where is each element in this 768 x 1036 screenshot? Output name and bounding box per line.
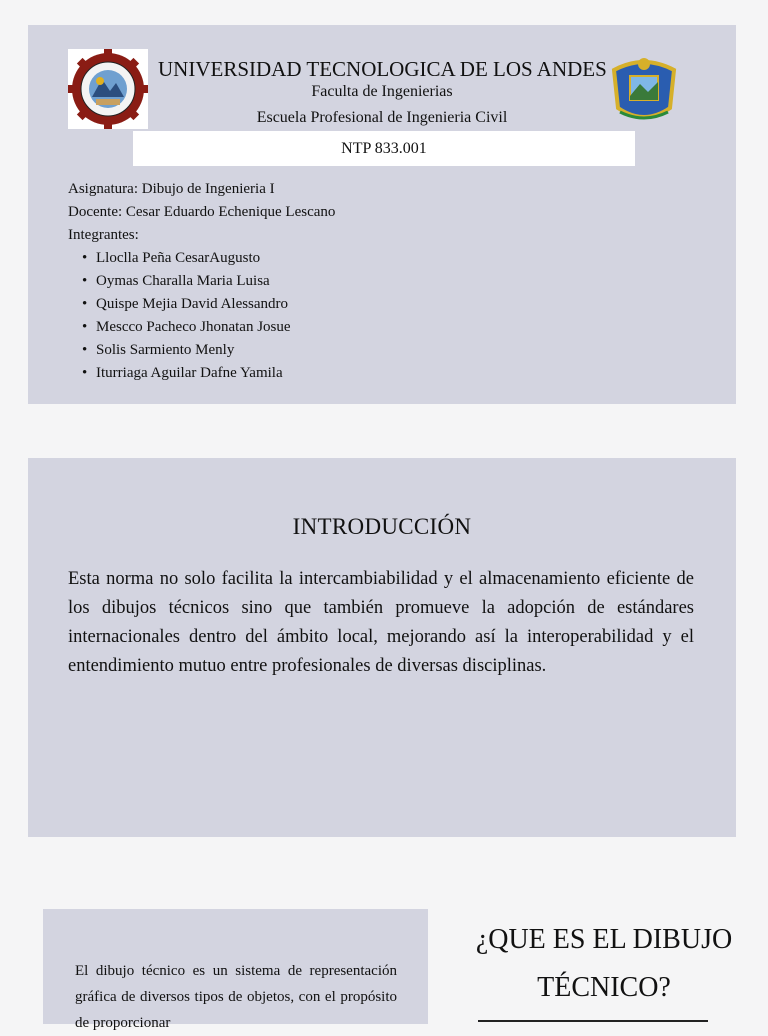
definition-body: El dibujo técnico es un sistema de representación gráfica de diversos tipos de objetos, con el propósito de proporcionar xyxy=(75,963,397,1031)
members-label: Integrantes: xyxy=(68,227,139,243)
list-item: • Oymas Charalla Maria Luisa xyxy=(82,270,335,293)
school-name: Escuela Profesional de Ingenieria Civil xyxy=(256,109,508,126)
list-item: • Iturriaga Aguilar Dafne Yamila xyxy=(82,362,335,385)
list-item: • Solis Sarmiento Menly xyxy=(82,339,335,362)
title-slide xyxy=(28,25,736,404)
course-info xyxy=(68,178,335,385)
introduction-body: Esta norma no solo facilita la intercambiabilidad y el almacenamiento eficiente de los dibujos técnicos sino que también promueve la adopción de estándares internacionales dentro del ámbito local, mejorando así la interoperabilidad y el entendimiento mutuo entre profesionales de diversas disciplinas. xyxy=(68,569,694,676)
list-item: • Quispe Mejia David Alessandro xyxy=(82,293,335,316)
list-item: • Lloclla Peña CesarAugusto xyxy=(82,247,335,270)
teacher-line: Docente: Cesar Eduardo Echenique Lescano xyxy=(68,204,336,220)
definition-box xyxy=(43,909,428,1031)
definition-title: ¿QUE ES EL DIBUJO TÉCNICO? xyxy=(475,924,733,1003)
introduction-slide xyxy=(28,458,736,837)
subject-line: Asignatura: Dibujo de Ingenieria I xyxy=(68,181,275,197)
faculty-name: Faculta de Ingenierias xyxy=(311,83,453,100)
university-name: UNIVERSIDAD TECNOLOGICA DE LOS ANDES xyxy=(158,57,607,81)
introduction-title: INTRODUCCIÓN xyxy=(292,514,472,539)
norm-code-bar: NTP 833.001 xyxy=(133,131,635,166)
list-item: • Mescco Pacheco Jhonatan Josue xyxy=(82,316,335,339)
members-list xyxy=(68,247,335,385)
title-underline xyxy=(478,1020,708,1022)
